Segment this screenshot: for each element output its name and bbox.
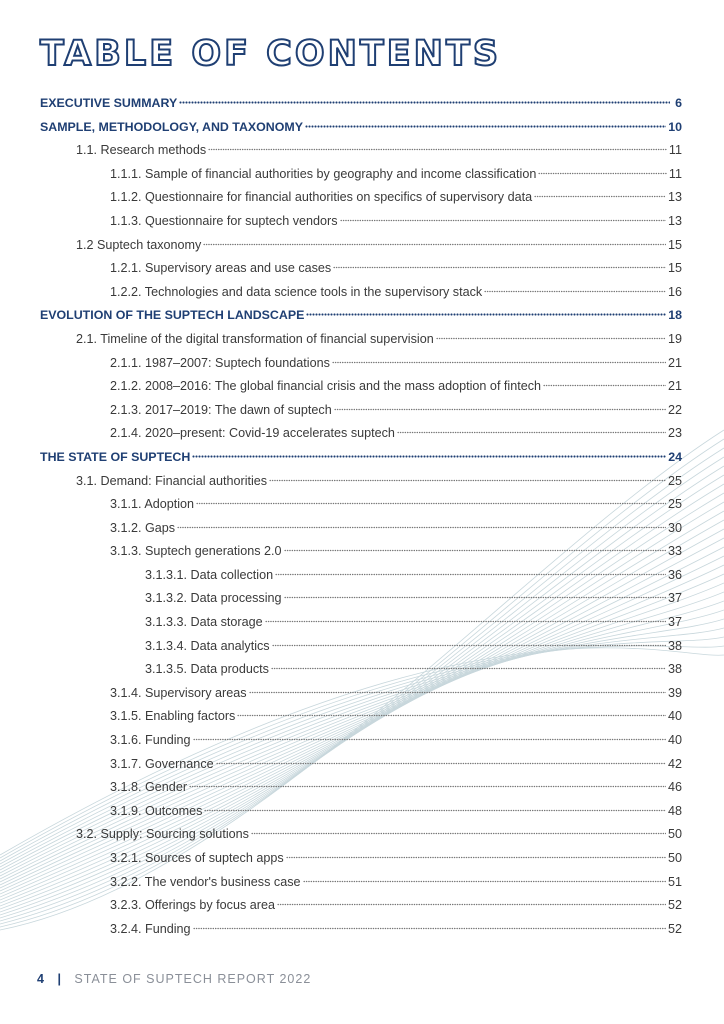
toc-entry-label: 3.1.7. Governance xyxy=(110,756,214,771)
toc-entry-page: 25 xyxy=(667,473,682,488)
toc-entry-page: 24 xyxy=(668,449,682,464)
toc-entry[interactable] xyxy=(40,493,682,517)
toc-entry-label: 1.1.2. Questionnaire for financial authorities on specifics of supervisory data xyxy=(110,190,533,205)
toc-entry-page: 21 xyxy=(667,379,682,394)
toc-entry[interactable] xyxy=(40,304,682,328)
dot-leader xyxy=(216,755,666,765)
toc-entry-label: 3.1.9. Outcomes xyxy=(110,803,203,818)
toc-entry[interactable] xyxy=(40,163,682,187)
toc-entry-page: 48 xyxy=(667,803,682,818)
dot-leader xyxy=(484,283,666,293)
toc-entry-label: 3.1.6. Funding xyxy=(110,733,191,748)
toc-entry[interactable] xyxy=(40,328,682,352)
toc-entry-page: 40 xyxy=(667,733,682,748)
toc-entry-label: EVOLUTION OF THE SUPTECH LANDSCAPE xyxy=(40,308,305,323)
toc-entry-label: 3.2. Supply: Sourcing solutions xyxy=(76,827,249,842)
toc-entry[interactable] xyxy=(40,257,682,281)
toc-entry-label: 3.1.3. Suptech generations 2.0 xyxy=(110,544,282,559)
toc-entry-label: 3.2.2. The vendor's business case xyxy=(110,874,301,889)
toc-entry[interactable] xyxy=(40,705,682,729)
toc-entry[interactable] xyxy=(40,635,682,659)
toc-entry-label: 2.1.1. 1987–2007: Suptech foundations xyxy=(110,355,330,370)
dot-leader xyxy=(334,401,666,411)
toc-entry-label: 3.1.1. Adoption xyxy=(110,497,195,512)
toc-entry-page: 13 xyxy=(667,190,682,205)
toc-entry-page: 52 xyxy=(667,898,682,913)
toc-entry[interactable] xyxy=(40,210,682,234)
toc-entry-label: 3.1.2. Gaps xyxy=(110,520,176,535)
toc-entry[interactable] xyxy=(40,658,682,682)
toc-entry-label: 1.2.2. Technologies and data science tools in the supervisory stack xyxy=(110,284,483,299)
toc-entry[interactable] xyxy=(40,375,682,399)
toc-entry-label: 2.1.4. 2020–present: Covid-19 accelerates suptech xyxy=(110,426,395,441)
toc-entry-page: 16 xyxy=(667,284,682,299)
dot-leader xyxy=(340,212,666,222)
dot-leader xyxy=(193,731,666,741)
toc-entry-page: 25 xyxy=(667,497,682,512)
page-footer xyxy=(37,972,311,986)
toc-entry-page: 42 xyxy=(667,756,682,771)
toc-entry[interactable] xyxy=(40,918,682,942)
dot-leader xyxy=(543,377,666,387)
toc-entry-label: 3.1.3.4. Data analytics xyxy=(145,638,270,653)
toc-entry[interactable] xyxy=(40,800,682,824)
toc-entry-page: 37 xyxy=(667,591,682,606)
dot-leader xyxy=(397,424,666,434)
toc-entry-page: 46 xyxy=(667,780,682,795)
toc-entry[interactable] xyxy=(40,611,682,635)
footer-page-number: 4 xyxy=(37,972,45,986)
toc-entry-page: 13 xyxy=(667,213,682,228)
dot-leader xyxy=(179,94,670,104)
toc-entry-label: 3.1.3.3. Data storage xyxy=(145,615,263,630)
toc-entry[interactable] xyxy=(40,871,682,895)
toc-entry-label: 1.1. Research methods xyxy=(76,143,207,158)
toc-entry-page: 33 xyxy=(667,544,682,559)
toc-entry[interactable] xyxy=(40,587,682,611)
toc-entry-page: 37 xyxy=(667,615,682,630)
toc-entry-label: 3.1. Demand: Financial authorities xyxy=(76,473,268,488)
toc-entry-label: 3.1.3.1. Data collection xyxy=(145,567,274,582)
toc-entry-label: 3.2.1. Sources of suptech apps xyxy=(110,851,284,865)
toc-entry[interactable] xyxy=(40,540,682,564)
toc-entry[interactable] xyxy=(40,446,682,470)
toc-entry-label: 2.1. Timeline of the digital transformation of financial supervision xyxy=(76,331,434,346)
toc-entry-label: 1.2 Suptech taxonomy xyxy=(76,237,202,252)
toc-entry[interactable] xyxy=(40,116,682,140)
dot-leader xyxy=(286,849,666,859)
toc-entry-label: 3.1.5. Enabling factors xyxy=(110,709,236,724)
dot-leader xyxy=(333,259,666,269)
toc-entry-label: 3.2.4. Funding xyxy=(110,921,191,936)
dot-leader xyxy=(265,613,666,623)
dot-leader xyxy=(284,542,666,552)
toc-entry[interactable] xyxy=(40,753,682,777)
toc-entry[interactable] xyxy=(40,517,682,541)
dot-leader xyxy=(271,660,666,670)
dot-leader xyxy=(275,566,666,576)
dot-leader xyxy=(284,589,666,599)
dot-leader xyxy=(277,896,666,906)
footer-separator: | xyxy=(57,972,62,986)
toc-entry[interactable] xyxy=(40,894,682,918)
dot-leader xyxy=(303,873,666,883)
toc-entry[interactable] xyxy=(40,399,682,423)
dot-leader xyxy=(272,637,666,647)
toc-entry-page: 50 xyxy=(667,827,682,842)
toc-entry-label: 2.1.3. 2017–2019: The dawn of suptech xyxy=(110,402,332,417)
dot-leader xyxy=(237,707,666,717)
footer-report-title: STATE OF SUPTECH REPORT 2022 xyxy=(74,972,312,986)
toc-entry[interactable] xyxy=(40,92,682,116)
dot-leader xyxy=(534,188,666,198)
toc-entry-page: 38 xyxy=(667,662,682,677)
toc-entry[interactable] xyxy=(40,847,682,871)
dot-leader xyxy=(193,920,666,930)
toc-entry-page: 52 xyxy=(667,921,682,936)
toc-entry-page: 11 xyxy=(668,166,682,181)
toc-entry-page: 21 xyxy=(667,355,682,370)
toc-entry-page: 15 xyxy=(667,261,682,276)
toc-entry[interactable] xyxy=(40,823,682,847)
dot-leader xyxy=(208,141,667,151)
toc-entry-label: 3.2.3. Offerings by focus area xyxy=(110,898,275,913)
toc-entry-page: 6 xyxy=(675,96,682,110)
toc-entry-label: 1.2.1. Supervisory areas and use cases xyxy=(110,261,332,276)
dot-leader xyxy=(306,306,666,316)
toc-entry[interactable] xyxy=(40,352,682,376)
dot-leader xyxy=(332,354,666,364)
toc-entry-label: 3.1.3.2. Data processing xyxy=(145,591,282,606)
toc-entry[interactable] xyxy=(40,139,682,163)
toc-entry-page: 51 xyxy=(667,874,682,889)
dot-leader xyxy=(305,118,666,128)
toc-entry-label: 3.1.4. Supervisory areas xyxy=(110,685,247,700)
toc-entry-page: 38 xyxy=(667,638,682,653)
dot-leader xyxy=(204,802,666,812)
dot-leader xyxy=(203,236,666,246)
page-title: TABLE OF CONTENTS xyxy=(40,34,502,74)
toc-entry-page: 36 xyxy=(667,567,682,582)
toc-entry-page: 11 xyxy=(668,143,682,158)
toc-entry-label: 1.1.1. Sample of financial authorities by geography and income classification xyxy=(110,166,537,181)
toc-entry[interactable] xyxy=(40,564,682,588)
toc-entry-page: 39 xyxy=(667,685,682,700)
toc-entry[interactable] xyxy=(40,281,682,305)
toc-entry-page: 15 xyxy=(667,237,682,252)
toc-entry-label: 1.1.3. Questionnaire for suptech vendors xyxy=(110,213,338,228)
toc-entry-label: 3.1.8. Gender xyxy=(110,780,188,795)
dot-leader xyxy=(538,165,667,175)
dot-leader xyxy=(269,472,666,482)
dot-leader xyxy=(192,448,666,458)
toc-entry-page: 50 xyxy=(667,851,682,865)
toc-entry-label: THE STATE OF SUPTECH xyxy=(40,449,191,464)
table-of-contents xyxy=(40,92,682,941)
toc-entry-page: 30 xyxy=(667,520,682,535)
dot-leader xyxy=(251,825,666,835)
dot-leader xyxy=(196,495,666,505)
toc-entry-label: SAMPLE, METHODOLOGY, AND TAXONOMY xyxy=(40,119,303,134)
toc-entry-label: 3.1.3.5. Data products xyxy=(145,662,269,677)
toc-entry-page: 10 xyxy=(668,119,682,134)
toc-entry-page: 23 xyxy=(667,426,682,441)
toc-entry-page: 18 xyxy=(668,308,682,323)
toc-entry[interactable] xyxy=(40,776,682,800)
toc-entry[interactable] xyxy=(40,470,682,494)
toc-entry-page: 40 xyxy=(667,709,682,724)
toc-entry[interactable] xyxy=(40,422,682,446)
dot-leader xyxy=(177,519,666,529)
toc-entry-label: EXECUTIVE SUMMARY xyxy=(40,96,178,110)
toc-entry[interactable] xyxy=(40,234,682,258)
dot-leader xyxy=(249,684,666,694)
toc-entry[interactable] xyxy=(40,186,682,210)
dot-leader xyxy=(189,778,666,788)
toc-entry-page: 22 xyxy=(667,402,682,417)
toc-entry-page: 19 xyxy=(667,331,682,346)
toc-entry[interactable] xyxy=(40,682,682,706)
dot-leader xyxy=(436,330,666,340)
toc-entry[interactable] xyxy=(40,729,682,753)
toc-entry-label: 2.1.2. 2008–2016: The global financial crisis and the mass adoption of fintech xyxy=(110,379,542,394)
